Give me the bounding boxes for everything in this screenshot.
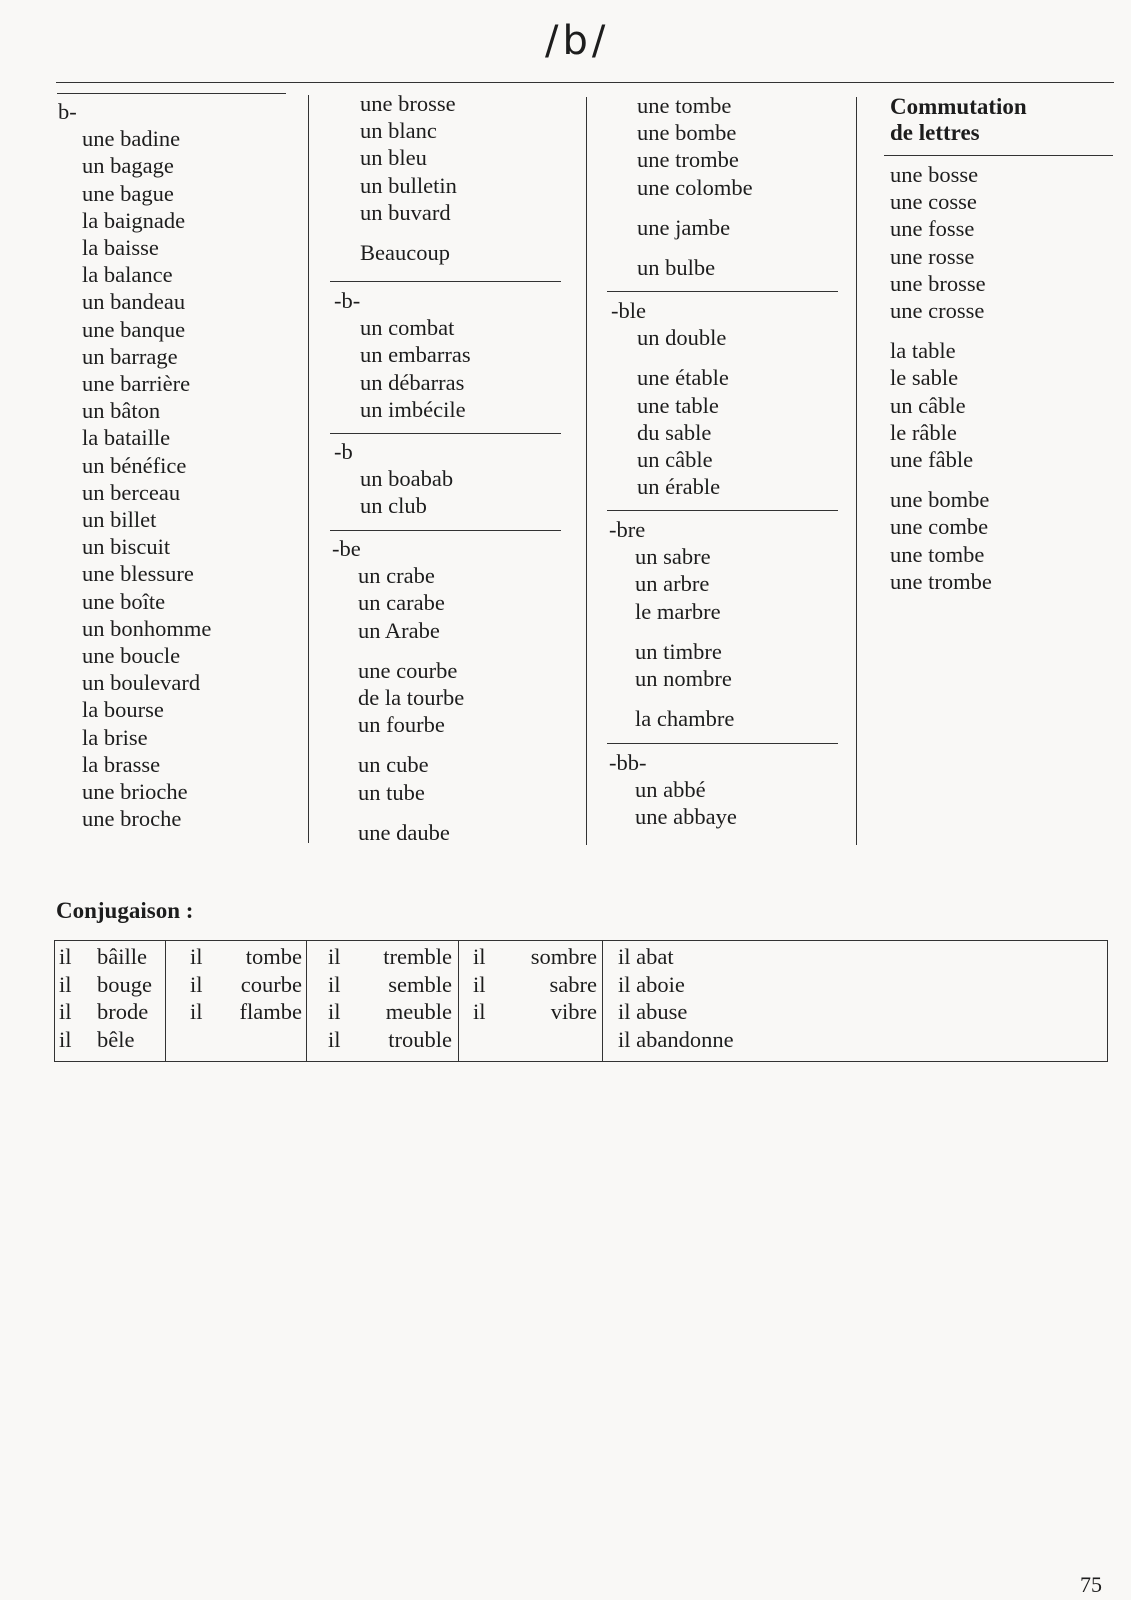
col3-ble-list — [611, 297, 729, 500]
conj-row — [190, 998, 308, 1026]
conj-verb: semble — [388, 971, 452, 997]
word-item: la table — [890, 338, 956, 364]
conj-column-4 — [473, 941, 603, 1061]
col4-word-list — [890, 161, 992, 595]
word-item: un imbécile — [360, 396, 466, 422]
word-item: un billet — [82, 507, 157, 533]
word-item: la baisse — [82, 235, 159, 261]
word-item: une bombe — [890, 487, 990, 513]
conj-row — [328, 971, 458, 999]
conj-column-5 — [618, 941, 818, 1061]
conj-pronoun: il — [328, 944, 341, 969]
word-item: du sable — [637, 419, 712, 445]
col3-bb-header: -bb- — [609, 750, 647, 775]
conj-row — [190, 971, 308, 999]
word-item: un bagage — [82, 153, 174, 179]
conj-verb: tremble — [383, 944, 452, 969]
word-item: une abbaye — [635, 804, 737, 830]
word-item: un crabe — [358, 563, 435, 589]
word-item: un biscuit — [82, 534, 171, 560]
conj-pronoun: il — [473, 999, 486, 1024]
conj-row: il aboie — [618, 971, 685, 997]
conj-verb: bêle — [97, 1026, 135, 1052]
word-item: une daube — [358, 819, 450, 845]
conj-row: il abandonne — [618, 1026, 734, 1052]
conj-column-1 — [59, 941, 175, 1061]
conj-verb: meuble — [385, 999, 452, 1024]
word-item: une combe — [890, 514, 989, 540]
conj-pronoun: il — [328, 999, 341, 1024]
word-item: un carabe — [358, 590, 445, 616]
conj-column-3 — [328, 941, 458, 1061]
conj-pronoun: il — [190, 944, 203, 969]
conj-pronoun: il — [190, 999, 203, 1024]
conj-separator-2 — [306, 941, 307, 1061]
conj-pronoun: il — [59, 971, 72, 997]
word-item: un bulletin — [360, 172, 457, 198]
col2-rule-3 — [330, 530, 561, 531]
col2-mid-list — [334, 287, 471, 423]
word-item: un embarras — [360, 342, 471, 368]
conjugaison-label: Conjugaison : — [56, 898, 194, 923]
word-item: une bosse — [890, 162, 979, 187]
word-item: la balance — [82, 262, 173, 288]
conj-verb: courbe — [240, 971, 302, 997]
col3-divider — [856, 97, 857, 845]
word-item: une cosse — [890, 189, 977, 215]
col2-rule-1 — [330, 281, 561, 282]
conj-row — [473, 943, 603, 971]
word-item: le sable — [890, 365, 959, 391]
word-item: un cube — [358, 752, 429, 778]
conj-separator-1 — [165, 941, 166, 1061]
word-item: un arbre — [635, 571, 710, 597]
conj-verb: flambe — [239, 999, 302, 1024]
word-item: la brise — [82, 724, 148, 750]
conj-pronoun: il — [190, 971, 203, 997]
word-item: un abbé — [635, 777, 706, 803]
word-item: une boucle — [82, 643, 181, 669]
col1-word-list — [58, 98, 211, 832]
word-item: un bulbe — [637, 255, 716, 281]
word-item: un boabab — [360, 466, 454, 492]
word-item: un bonhomme — [82, 615, 212, 641]
conj-column-2 — [190, 941, 308, 1061]
word-item: une bombe — [637, 120, 737, 146]
word-item: un bleu — [360, 145, 427, 171]
conj-row — [473, 998, 603, 1026]
word-item: de la tourbe — [358, 685, 465, 711]
word-item: une brioche — [82, 779, 188, 805]
word-item: le râble — [890, 419, 957, 445]
word-item: une brosse — [360, 91, 456, 116]
col4-rule — [884, 155, 1113, 156]
word-item: un débarras — [360, 369, 465, 395]
col2-be-header: -be — [332, 536, 361, 561]
word-item: une boîte — [82, 588, 166, 614]
conj-row — [328, 1026, 458, 1054]
conj-separator-3 — [458, 941, 459, 1061]
col3-rule-2 — [607, 510, 838, 511]
word-item: la brasse — [82, 751, 161, 777]
word-item: une badine — [82, 126, 181, 152]
word-item: une courbe — [358, 657, 458, 683]
page-number: 75 — [1080, 1572, 1102, 1597]
col3-bb-list — [609, 749, 737, 831]
word-item: la chambre — [635, 706, 735, 732]
word-item: une banque — [82, 316, 186, 342]
word-item: le marbre — [635, 598, 721, 624]
word-item: une blessure — [82, 561, 194, 587]
col1-header: b- — [58, 99, 77, 124]
conj-verb: trouble — [388, 1026, 452, 1052]
word-item: une fâble — [890, 447, 974, 473]
col1-top-rule — [57, 93, 286, 94]
conj-row — [59, 971, 175, 999]
col3-bre-list — [609, 516, 734, 732]
title-rule — [56, 82, 1114, 83]
word-item: une brosse — [890, 270, 986, 296]
conj-verb: brode — [97, 999, 149, 1024]
col2-end-header: -b — [334, 439, 353, 464]
conj-pronoun: il — [59, 999, 72, 1024]
word-item: un blanc — [360, 118, 437, 144]
col1-divider — [308, 95, 309, 843]
word-item: un nombre — [635, 666, 732, 692]
word-item: la bourse — [82, 697, 164, 723]
conj-verb: sabre — [549, 971, 597, 997]
word-item: une table — [637, 392, 719, 418]
conj-row — [59, 1026, 175, 1054]
word-item: un buvard — [360, 199, 451, 225]
word-item: un câble — [890, 392, 966, 418]
word-item: une rosse — [890, 243, 975, 269]
conj-pronoun: il — [59, 944, 72, 969]
col2-be-list — [332, 535, 464, 846]
word-item: un bénéfice — [82, 452, 187, 478]
word-item: une tombe — [890, 541, 985, 567]
conj-verb: tombe — [245, 944, 302, 969]
col2-mid-header: -b- — [334, 288, 361, 313]
conj-pronoun: il — [473, 971, 486, 997]
word-item: une barrière — [82, 371, 191, 397]
conj-pronoun: il — [328, 971, 341, 997]
word-item: un barrage — [82, 343, 178, 369]
col4-heading-line2: de lettres — [890, 120, 980, 145]
conj-verb: vibre — [550, 999, 597, 1024]
word-item: un boulevard — [82, 670, 201, 696]
word-item: une étable — [637, 365, 729, 391]
conj-row — [328, 943, 458, 971]
word-item: une jambe — [637, 214, 731, 240]
word-item: un câble — [637, 447, 713, 473]
word-item: un fourbe — [358, 712, 445, 738]
word-item: une broche — [82, 806, 182, 832]
word-item: une fosse — [890, 216, 975, 242]
word-item: un club — [360, 493, 427, 519]
col3-ble-header: -ble — [611, 298, 646, 323]
conj-row — [190, 943, 308, 971]
col2-word-list — [334, 90, 457, 266]
col3-bre-header: -bre — [609, 517, 646, 542]
conj-row — [473, 971, 603, 999]
col4-heading-line1: Commutation — [890, 94, 1027, 119]
conj-pronoun: il — [328, 1026, 341, 1052]
conj-verb: sombre — [530, 944, 597, 969]
conj-separator-4 — [602, 941, 603, 1061]
conj-row — [328, 998, 458, 1026]
col2-end-list — [334, 438, 453, 520]
col3-top-list — [611, 92, 753, 281]
conj-verb: bâille — [97, 944, 147, 969]
col3-rule-3 — [607, 743, 838, 744]
word-item: une trombe — [890, 568, 992, 594]
word-item: une tombe — [637, 93, 732, 118]
col4-heading — [890, 94, 1027, 146]
conj-pronoun: il — [59, 1026, 72, 1052]
word-item: un Arabe — [358, 617, 440, 643]
col2-word-beaucoup: Beaucoup — [360, 240, 450, 266]
conj-verb: bouge — [97, 971, 152, 997]
word-item: une trombe — [637, 147, 739, 173]
word-item: une bague — [82, 180, 174, 206]
word-item: une crosse — [890, 298, 985, 324]
word-item: un érable — [637, 474, 721, 500]
page-title: /b/ — [545, 18, 610, 64]
word-item: la baignade — [82, 207, 186, 233]
conj-row: il abat — [618, 944, 674, 969]
word-item: un combat — [360, 315, 455, 341]
conjugaison-table — [54, 940, 1108, 1062]
word-item: un tube — [358, 779, 425, 805]
conj-pronoun: il — [473, 944, 486, 969]
word-item: un timbre — [635, 638, 722, 664]
word-item: un sabre — [635, 544, 711, 570]
word-item: un double — [637, 325, 727, 351]
col2-divider — [586, 97, 587, 845]
col3-rule-1 — [607, 291, 838, 292]
word-item: la bataille — [82, 425, 171, 451]
conj-row — [59, 943, 175, 971]
word-item: un bandeau — [82, 289, 186, 315]
conj-row: il abuse — [618, 999, 688, 1024]
conj-row — [59, 998, 175, 1026]
word-item: une colombe — [637, 174, 753, 200]
col2-rule-2 — [330, 433, 561, 434]
word-item: un berceau — [82, 479, 181, 505]
word-item: un bâton — [82, 398, 161, 424]
